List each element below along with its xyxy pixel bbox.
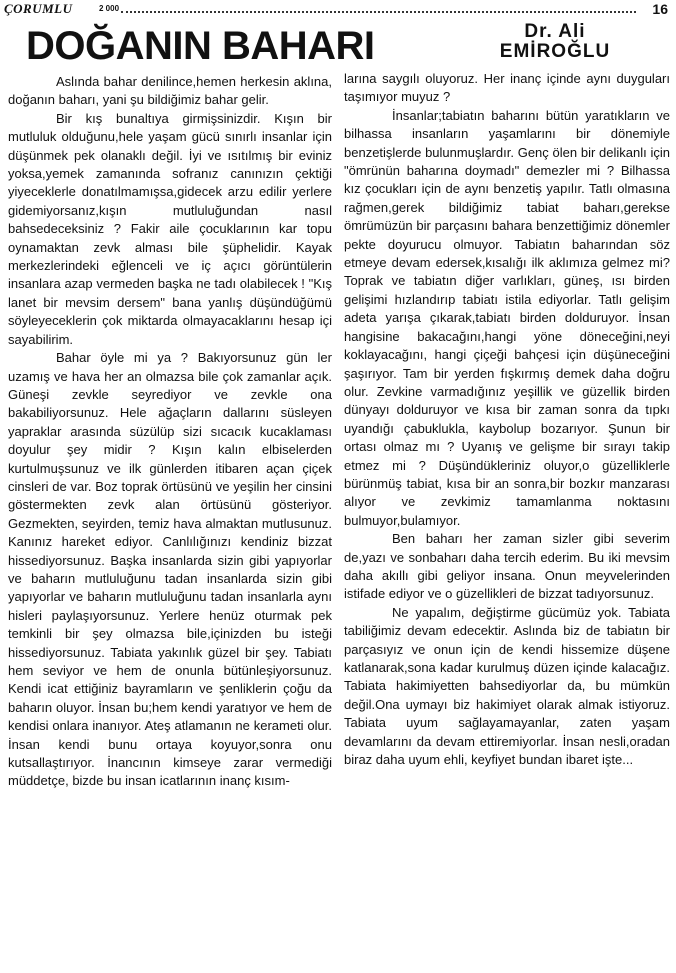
paragraph: Bahar öyle mi ya ? Bakıyorsunuz gün ler uzamış ve hava her an olmazsa bile çok zamanlar açık. Güneşi zevkle seyrediyor ve zevkle ona bakabiliyorsunuz. Hele ağaçların dallarını süsleyen yapraklar arasında süzülüp sizi sıcacık kucaklaması doyulur şey midir ? Kışın kalın elbiselerden kurtulmuşsunuz ve ilk günlerden itibaren açan çiçek cinsleri de var. Boz toprak örtüsünü ve yeşilin her cinsini göstermekten zevk alan örtüsünü gösteriyor. Gezmekten, seyirden, temiz hava almaktan mutlusunuz. Kanınız hareket ediyor. Canlılığınızı kendiniz bizzat hissediyorsunuz. Başka insanlarda sizin gibi yapıyorlar ve baharın mutluluğunu tadan insanlarda sizin gibi yapıyorlar ve baharın mutluluğunu tadan insanlarla aynı hisleri paylaşıyorsunuz. Yerlere henüz oturmak pek temkinli bir şey olmazsa bile,içinizden bu isteği hissediyorsunuz. Tabiata yakınlık güzel bir şey. Tabiatı hem seviyor ve hem de onunla bütünleşiyorsunuz. Kendi icat ettiğiniz bayramların ve şenliklerin çoğu da baharın oluyor. İnsan bu;hem kendi yaratıyor ve hem de kendisi onlara inanıyor. Ateş atlamanın ne kerameti olur. İnsan kendi bunu ortaya koyuyor,sonra onu kutsallaştırıyor. İnancının kimseye zarar vermediği müddetçe, bizde bu insan icatlarının inanç kısım- — [8, 350, 332, 789]
author-surname: EMİROĞLU — [499, 41, 611, 62]
author-byline — [440, 22, 670, 62]
paragraph-continuation: larına saygılı oluyoruz. Her inanç içinde aynı duyguları taşımıyor muyuz ? — [344, 71, 670, 105]
article-column-right — [344, 70, 670, 769]
page-header — [0, 0, 676, 20]
issue-year: 2 000 — [99, 4, 120, 13]
article-title: DOĞANIN BAHARI — [26, 24, 375, 68]
header-dotted-rule — [121, 11, 636, 13]
author-title-name: Dr. Ali — [524, 21, 586, 42]
paragraph: Aslında bahar denilince,hemen herkesin aklına, doğanın baharı, yani şu bildiğimiz bahar gelir. — [8, 74, 332, 108]
page-number: 16 — [652, 1, 668, 17]
publication-name: ÇORUMLU — [4, 1, 73, 16]
paragraph: Bir kış bunaltıya girmişsinizdir. Kışın bir mutluluk olduğunu,hele yaşam gücü sınırlı insanlar için düşünmek pek olanaklı değil. İyi ve ısıtılmış bir eviniz yoksa,yemek zamanında sofranız canınızın çektiği yiyeceklerle donatılmamışsa,gidecek arzu edilir yerlere gidemiyorsanız,kışın mutluluğundan nasıl bahsedeceksiniz ? Fakir aile çocuklarının kar topu oynamaktan zevk alması bile şüphelidir. Kayak merkezlerindeki eğlenceli ve iç açıcı görüntülerin insanlara azap vermeden başka ne tadı olabilecek ! "Kış lanet bir mevsim dersem" bana yanlış düşündüğümü söyleyeceklerin çok miktarda olmayacaklarını hesap içi sayabilirim. — [8, 110, 332, 347]
paragraph: Ne yapalım, değiştirme gücümüz yok. Tabiata tabiliğimiz devam edecektir. Aslında biz de tabiatın bir parçasıyız ve onun için de kendi hissemize düşene katlanarak,sona kadar kurulmuş düzen içinde kalacağız. Tabiata hakimiyetten bahsediyorlar da, bu mümkün değil.Ona uymayı biz hakimiyet olarak almak istiyoruz. Tabiata uyum sağlayamayanlar, zaten yaşam devamlarını da devam ettiremiyorlar. İnsan nesli,oradan biraz daha uyum ehli, keyfiyet bundan ibaret işte... — [344, 604, 670, 768]
paragraph: Ben baharı her zaman sizler gibi severim de,yazı ve sonbaharı daha tercih ederim. Bu iki mevsim daha akıllı gibi geliyor insana. Onun meyvelerinden istifade ediyor ve o güzellikleri de bizzat tadıyorsunuz. — [344, 531, 670, 602]
paragraph: İnsanlar;tabiatın baharını bütün yaratıkların ve bilhassa insanların yaşamlarını bir dönemiyle benzetişlerde bulunmuşlardır. Genç ölen bir delikanlı için "ömrünün baharına doymadı" demezler mi ? Bilhassa kız çocukları için de aynı benzetiş yapılır. Tatlı olmasına rağmen,gerek bildiğimiz tabiat baharı,gerekse ömrümüzün bir parçasını bahara benzettiğimiz dönemler pekte doyurucu olmuyor. Tabiatın baharından söz etmeye devam edersek,kısalığı ilk aklımıza gelmez mi? Toprak ve tabiatın diğer varlıkları, güneş, ısı birden gelişimi hızlandırıp tabiatı istila ediyorlar. Tatlı gelişim adeta yarışa çıkarak,tabiatı birden dolduruyor. İnsan hangisine bakacağını,hangi yöne döneceğini,neyi koklayacağını, hangi çiçeği bahçesi için düşüneceğini şaşırıyor. Tam bir yerden fışkırmış demek daha doğru olur. Zevkine varmadığınız yeşillik ve güzellik birden dünyayı dolduruyor ve kısa bir zaman sonra da tıpkı uyandığı çabuklukla, kaybolup bozarıyor. Şunun bir ortası olmaz mı ? Uyanış ve gelişme bir sırayı takip etmez mi ? Düşündükleriniz oluyor,o güzelliklerle bürünmüş tabiat, kısa bir an sonra,bir bozkır manzarası alıyor ve zevkimiz tamamlanma noktasını bulmuyor,bulamıyor. — [344, 107, 670, 528]
article-column-left — [8, 73, 332, 791]
